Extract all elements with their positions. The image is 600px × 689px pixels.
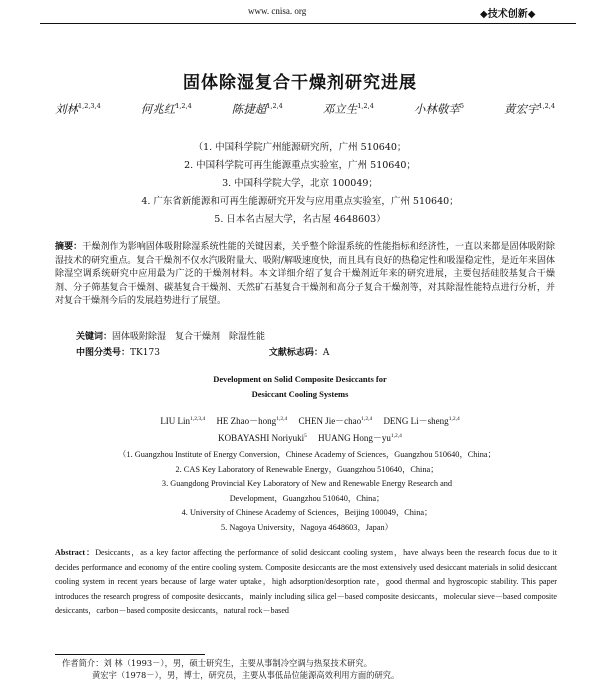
author-cn: 何兆红$^{1,2,4}$ <box>140 102 192 116</box>
affiliation-cn: 2. 中国科学院可再生能源重点实验室，广州 510640； <box>184 160 416 171</box>
author-cn: 黄宏宇$^{1,2,4}$ <box>503 102 555 116</box>
abstract-cn <box>55 241 555 309</box>
header-rule <box>40 23 576 24</box>
doc-code-value: A <box>322 348 330 358</box>
affiliation-cn: （1. 中国科学院广州能源研究所，广州 510640； <box>193 142 407 153</box>
abstract-cn-text: 干燥剂作为影响固体吸附除湿系统性能的关键因素，关乎整个除湿系统的性能指标和经济性，一直以来都是固体吸附除湿技术的研究重点。复合干燥剂不仅水汽吸附量大、吸附/解吸速度快，而且具有良好的热稳定性和吸湿稳定性，是近年来固体除湿空调系统研究中应用最为广泛的干燥剂材料。本文详细介绍了复合干燥剂近年来的研究进展，主要包括硅胶基复合干燥剂、分子筛基复合干燥剂、碳基复合干燥剂、天然矿石基复合干燥剂和高分子复合干燥剂等，对其除湿性能特点进行分析，并对复合干燥剂今后的发展趋势进行了展望。 <box>55 242 555 306</box>
author-cn: 小林敬幸$^5$ <box>413 102 464 116</box>
affiliation-en: 3. Guangdong Provincial Key Laboratory of New and Renewable Energy Research and <box>161 479 453 489</box>
title-en-line: Desiccant Cooling Systems <box>251 389 349 399</box>
affiliation-en: 5. Nagoya University，Nagoya 4648603，Japan） <box>221 522 393 532</box>
journal-url: www. cnisa. org <box>248 6 307 16</box>
footnote: 黄宏宇（1978－），男，博士，研究员，主要从事低品位能源高效利用方面的研究。 <box>92 670 400 680</box>
author-en: CHEN Jie－chao$^{1,2,4}$ <box>298 416 373 426</box>
clc-value: TK173 <box>130 348 160 358</box>
author-cn: 邓立生$^{1,2,4}$ <box>322 102 374 116</box>
author-en: DENG Li－sheng$^{1,2,4}$ <box>383 416 460 426</box>
abstract-en <box>55 546 557 619</box>
clc-label: 中图分类号： <box>76 348 131 358</box>
affiliation-en: 4. University of Chinese Academy of Sciences，Beijing 100049，China； <box>181 508 433 518</box>
title-en-line: Development on Solid Composite Desiccants for <box>213 374 387 384</box>
abstract-en-label: Abstract： <box>55 548 96 557</box>
affiliations-en <box>52 448 562 536</box>
keywords-cn-label: 关键词： <box>76 332 113 342</box>
paper-title-cn: 固体除湿复合干燥剂研究进展 <box>183 73 417 93</box>
affiliation-en: 2. CAS Key Laboratory of Renewable Energy，Guangzhou 510640，China； <box>175 464 439 474</box>
author-en: HE Zhao－hong$^{1,2,4}$ <box>216 416 288 426</box>
authors-en <box>110 412 510 446</box>
affiliation-en: （1. Guangzhou Institute of Energy Conversion，Chinese Academy of Sciences，Guangzhou 510640，China； <box>118 450 496 459</box>
affiliation-en: Development，Guangzhou 510640，China； <box>229 493 385 503</box>
authors-cn <box>55 101 555 117</box>
author-cn: 陈捷超$^{1,2,4}$ <box>231 102 283 116</box>
footnote: 作者简介：刘 林（1993－），男，硕士研究生，主要从事制冷空调与热泵技术研究。 <box>62 658 372 668</box>
footnote-rule <box>55 654 205 655</box>
keywords-cn-text: 固体吸附除湿 复合干燥剂 除湿性能 <box>112 332 266 342</box>
author-cn: 刘林$^{1,2,3,4}$ <box>55 102 101 116</box>
affiliation-cn: 3. 中国科学院大学，北京 100049； <box>222 178 378 189</box>
doc-code-label: 文献标志码： <box>268 348 323 358</box>
abstract-cn-label: 摘要： <box>55 242 83 252</box>
footnotes <box>62 657 562 681</box>
paper-title-en <box>0 372 600 402</box>
classification-row <box>76 345 556 358</box>
author-en: HUANG Hong－yu$^{1,2,4}$ <box>318 433 402 443</box>
abstract-en-text: Desiccants，as a key factor affecting the performance of solid desiccant cooling system，have always been the research focus due to it decides performance and economy of the entire cooling system. Composite desiccants are the most extensively used desiccant materials in solid desiccant cooling system in recent years because of large water uptake，high adsorption/desorption rate，good thermal and hygroscopic stability. This paper introduces the research progress of composite desiccants，mainly including silica gel－based composite desiccants，molecular sieve－based composite desiccants，carbon－based composite desiccants，natural rock－based <box>55 548 558 616</box>
affiliation-cn: 5. 日本名古屋大学，名古屋 4648603） <box>214 214 386 225</box>
author-en: KOBAYASHI Noriyuki$^5$ <box>218 433 307 443</box>
section-badge: ◆技术创新◆ <box>480 9 536 20</box>
affiliation-cn: 4. 广东省新能源和可再生能源研究开发与应用重点实验室，广州 510640； <box>141 196 459 207</box>
keywords-cn <box>76 330 556 344</box>
affiliations-cn <box>0 139 600 229</box>
author-en: LIU Lin$^{1,2,3,4}$ <box>160 416 206 426</box>
